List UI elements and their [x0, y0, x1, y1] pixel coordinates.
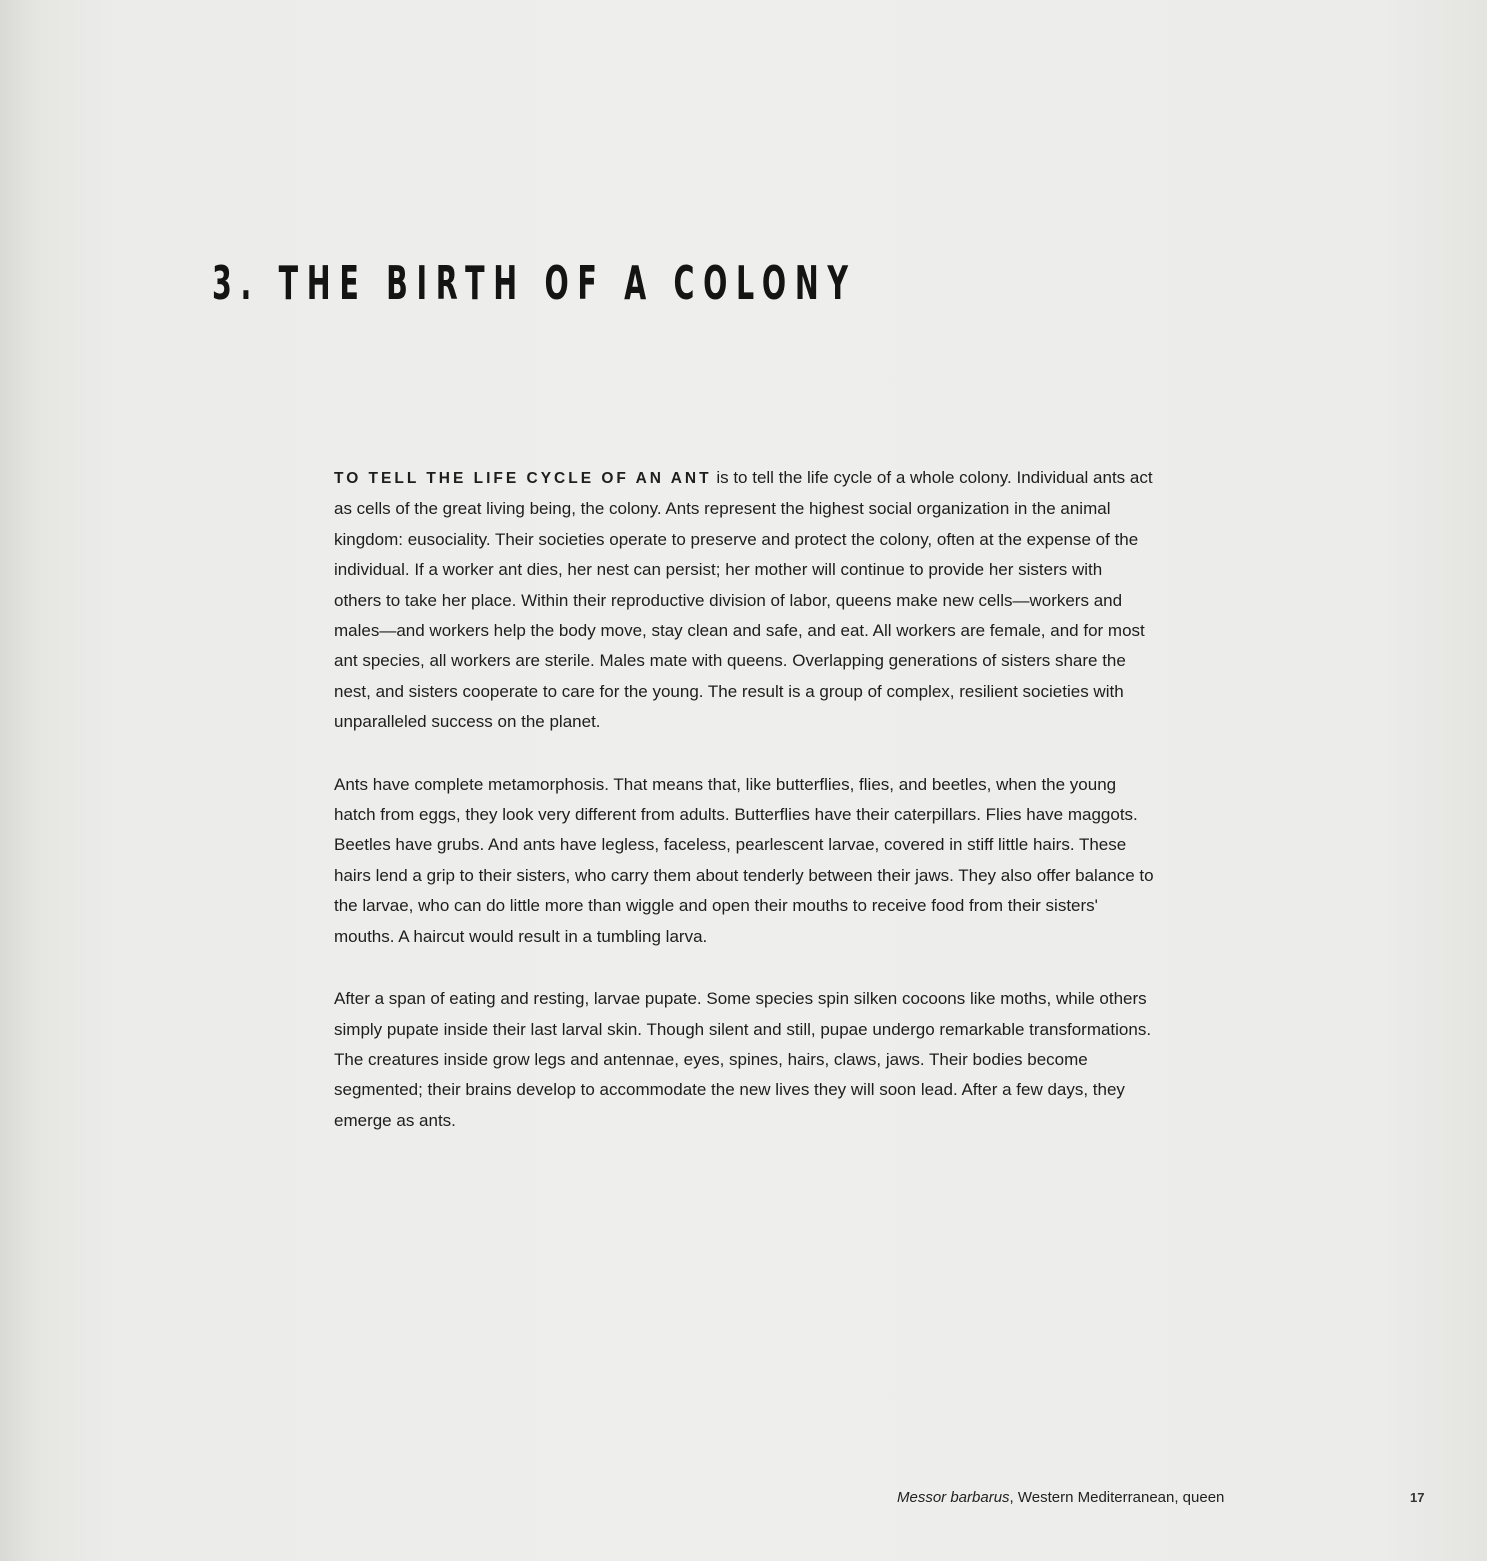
page-number: 17 [1410, 1490, 1425, 1505]
paragraph-1 [334, 463, 1154, 738]
paragraph-2: Ants have complete metamorphosis. That means that, like butterflies, flies, and beetles, when the young hatch from eggs, they look very different from adults. Butterflies have their caterpillars. Flies have maggots. Beetles have grubs. And ants have legless, faceless, pearlescent larvae, covered in stiff little hairs. These hairs lend a grip to their sisters, who carry them about tenderly between their jaws. They also offer balance to the larvae, who can do little more than wiggle and open their mouths to receive food from their sisters' mouths. A haircut would result in a tumbling larva. [334, 774, 1154, 946]
image-caption [897, 1488, 1224, 1508]
lead-in-text: TO TELL THE LIFE CYCLE OF AN ANT [334, 470, 712, 487]
caption-details: , Western Mediterranean, queen [1009, 1489, 1225, 1506]
chapter-title: 3. THE BIRTH OF A COLONY [212, 256, 857, 310]
body-text [334, 463, 1154, 1168]
caption-species: Messor barbarus [897, 1489, 1010, 1506]
paragraph-3: After a span of eating and resting, larvae pupate. Some species spin silken cocoons like moths, while others simply pupate inside their last larval skin. Though silent and still, pupae undergo remarkable transformations. The creatures inside grow legs and antennae, eyes, spines, hairs, claws, jaws. Their bodies become segmented; their brains develop to accommodate the new lives they will soon lead. After a few days, they emerge as ants. [334, 989, 1152, 1130]
paragraph-1-text: is to tell the life cycle of a whole colony. Individual ants act as cells of the great living being, the colony. Ants represent the highest social organization in the animal kingdom: eusociality. Their societies operate to preserve and protect the colony, often at the expense of the individual. If a worker ant dies, her nest can persist; her mother will continue to provide her sisters with others to take her place. Within their reproductive division of labor, queens make new cells—workers and males—and workers help the body move, stay clean and safe, and eat. All workers are female, and for most ant species, all workers are sterile. Males mate with queens. Overlapping generations of sisters share the nest, and sisters cooperate to care for the young. The result is a group of complex, resilient societies with unparalleled success on the planet. [334, 468, 1153, 732]
